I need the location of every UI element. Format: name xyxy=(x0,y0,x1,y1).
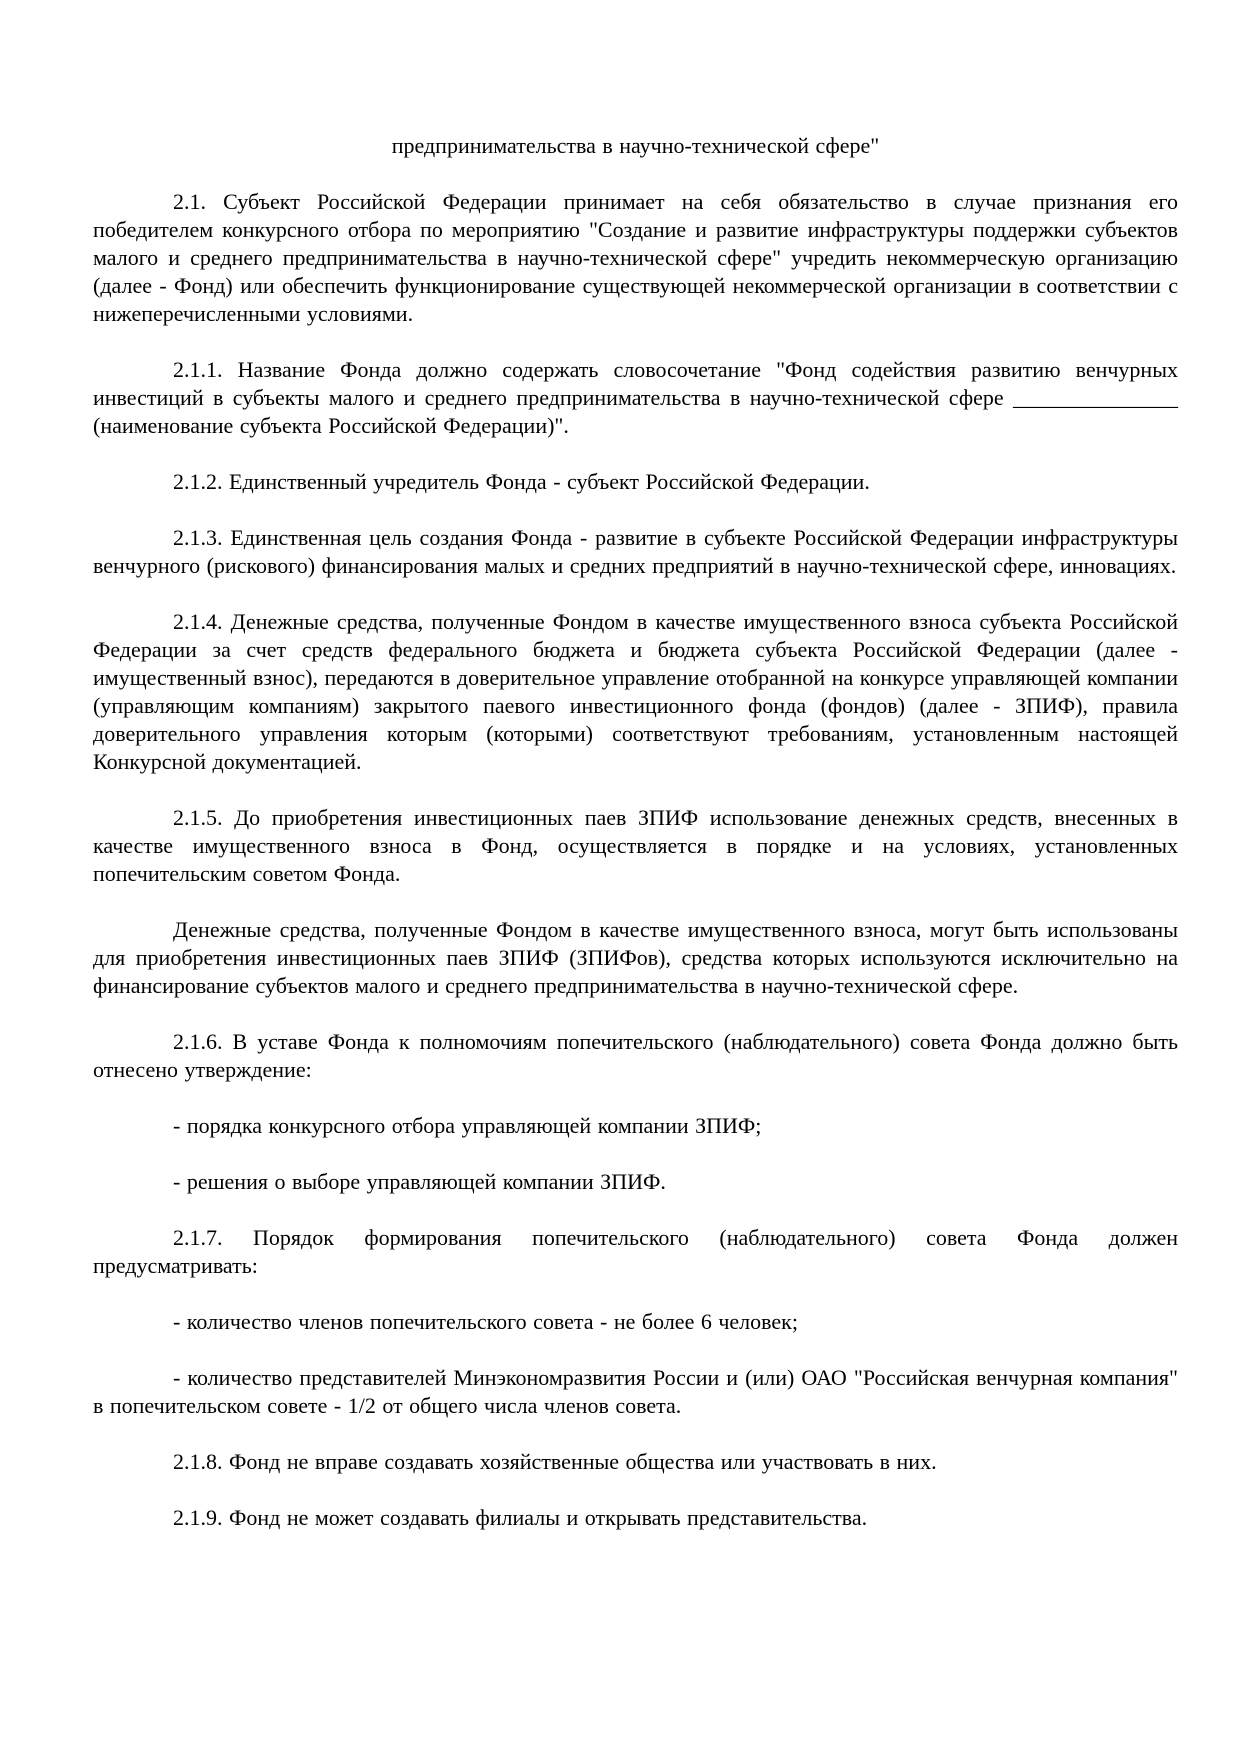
clause-2-1-6: 2.1.6. В уставе Фонда к полномочиям попечительского (наблюдательного) совета Фонда должно быть отнесено утверждение: xyxy=(93,1029,1178,1082)
document-title-line: предпринимательства в научно-технической сфере" xyxy=(391,133,880,158)
clause-2-1-9: 2.1.9. Фонд не может создавать филиалы и открывать представительства. xyxy=(173,1505,868,1530)
clause-2-1-5: 2.1.5. До приобретения инвестиционных паев ЗПИФ использование денежных средств, внесенных в качестве имущественного взноса в Фонд, осуществляется в порядке и на условиях, установленных попечительским советом Фонда. xyxy=(93,805,1178,886)
clause-2-1-4: 2.1.4. Денежные средства, полученные Фондом в качестве имущественного взноса субъекта Российской Федерации за счет средств федерального бюджета и бюджета субъекта Российской Федерации (далее - имущественный взнос), передаются в доверительное управление отобранной на конкурсе управляющей компании (управляющим компаниям) закрытого паевого инвестиционного фонда (фондов) (далее - ЗПИФ), правила доверительного управления которым (которыми) соответствуют требованиям, установленным настоящей Конкурсной документацией. xyxy=(93,609,1178,774)
clause-2-1-7: 2.1.7. Порядок формирования попечительского (наблюдательного) совета Фонда должен предусматривать: xyxy=(93,1225,1178,1278)
clause-2-1-2: 2.1.2. Единственный учредитель Фонда - субъект Российской Федерации. xyxy=(173,469,870,494)
clause-2-1-3: 2.1.3. Единственная цель создания Фонда - развитие в субъекте Российской Федерации инфраструктуры венчурного (рискового) финансирования малых и средних предприятий в научно-технической сфере, инновациях. xyxy=(93,525,1178,578)
clause-2-1-8: 2.1.8. Фонд не вправе создавать хозяйственные общества или участвовать в них. xyxy=(173,1449,937,1474)
clause-2-1-6-item-2: - решения о выборе управляющей компании ЗПИФ. xyxy=(173,1169,666,1194)
clause-2-1-6-item-1: - порядка конкурсного отбора управляющей компании ЗПИФ; xyxy=(173,1113,762,1138)
clause-2-1: 2.1. Субъект Российской Федерации принимает на себя обязательство в случае признания его победителем конкурсного отбора по мероприятию "Создание и развитие инфраструктуры поддержки субъектов малого и среднего предпринимательства в научно-технической сфере" учредить некоммерческую организацию (далее - Фонд) или обеспечить функционирование существующей некоммерческой организации в соответствии с нижеперечисленными условиями. xyxy=(93,189,1178,326)
clause-2-1-5-continuation: Денежные средства, полученные Фондом в качестве имущественного взноса, могут быть использованы для приобретения инвестиционных паев ЗПИФ (ЗПИФов), средства которых используются исключительно на финансирование субъектов малого и среднего предпринимательства в научно-технической сфере. xyxy=(93,917,1178,998)
clause-2-1-7-item-2: - количество представителей Минэкономразвития России и (или) ОАО "Российская венчурная компания" в попечительском совете - 1/2 от общего числа членов совета. xyxy=(93,1365,1178,1418)
clause-2-1-1: 2.1.1. Название Фонда должно содержать словосочетание "Фонд содействия развитию венчурных инвестиций в субъекты малого и среднего предпринимательства в научно-технической сфере _______________ (наименование субъекта Российской Федерации)". xyxy=(93,357,1178,438)
clause-2-1-7-item-1: - количество членов попечительского совета - не более 6 человек; xyxy=(173,1309,798,1334)
